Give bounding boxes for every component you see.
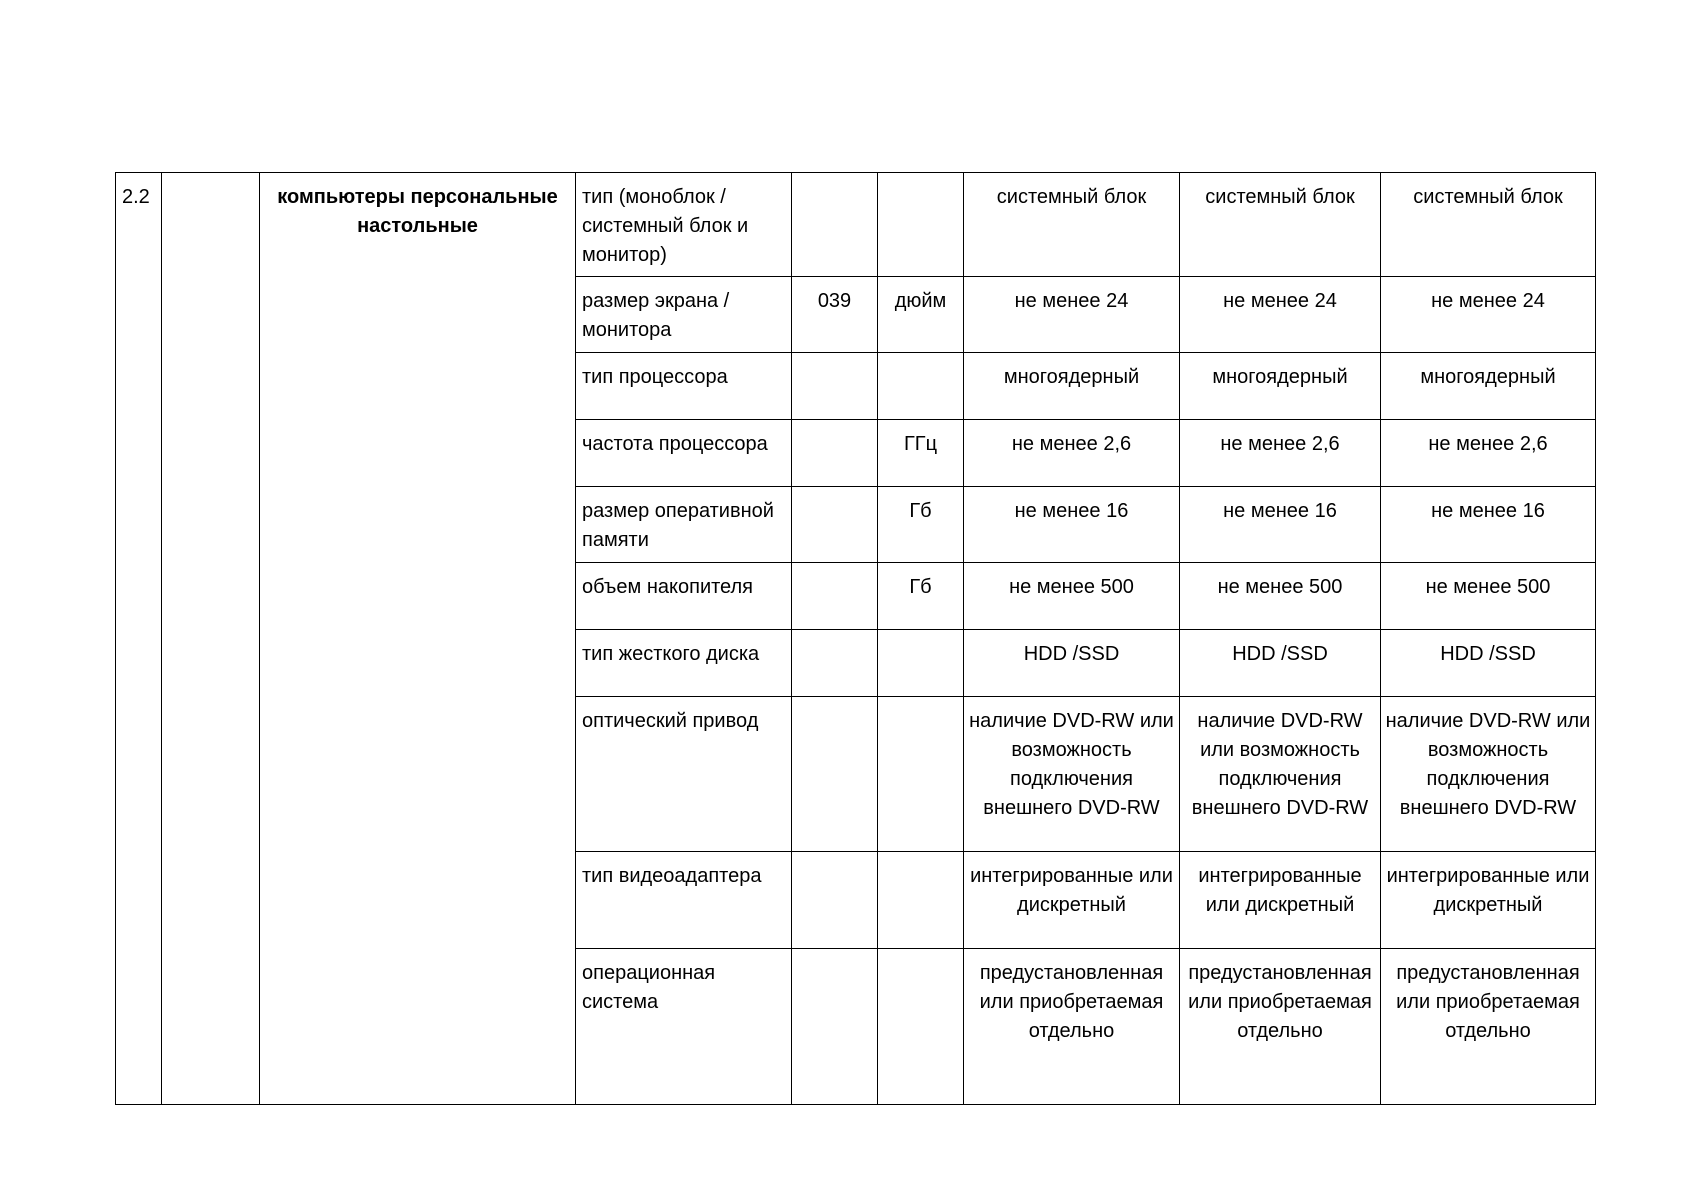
unit-name — [878, 852, 964, 949]
unit-name — [878, 697, 964, 852]
param-name: оптический привод — [576, 697, 792, 852]
specification-table — [115, 172, 1596, 1105]
item-name: компьютеры персональные настольные — [260, 173, 576, 1105]
unit-name — [878, 630, 964, 697]
value-cell-2: интегрированные или дискретный — [1180, 852, 1381, 949]
value-cell-3: системный блок — [1381, 173, 1596, 277]
param-name: тип видеоадаптера — [576, 852, 792, 949]
value-cell-1: не менее 16 — [964, 487, 1180, 563]
param-name: частота процессора — [576, 420, 792, 487]
value-cell-1: предустановленная или приобретаемая отдельно — [964, 949, 1180, 1105]
value-cell-3: не менее 2,6 — [1381, 420, 1596, 487]
value-cell-1: многоядерный — [964, 353, 1180, 420]
value-cell-3: многоядерный — [1381, 353, 1596, 420]
value-cell-1: системный блок — [964, 173, 1180, 277]
okei-code — [792, 420, 878, 487]
param-name: операционная система — [576, 949, 792, 1105]
okei-code — [792, 487, 878, 563]
unit-name: Гб — [878, 563, 964, 630]
value-cell-3: не менее 16 — [1381, 487, 1596, 563]
param-name: размер оперативной памяти — [576, 487, 792, 563]
okei-code — [792, 173, 878, 277]
unit-name: ГГц — [878, 420, 964, 487]
okei-code — [792, 949, 878, 1105]
okei-code — [792, 852, 878, 949]
param-name: тип (моноблок / системный блок и монитор) — [576, 173, 792, 277]
value-cell-1: интегрированные или дискретный — [964, 852, 1180, 949]
value-cell-1: не менее 500 — [964, 563, 1180, 630]
value-cell-3: HDD /SSD — [1381, 630, 1596, 697]
unit-name — [878, 353, 964, 420]
unit-name: дюйм — [878, 277, 964, 353]
param-name: тип процессора — [576, 353, 792, 420]
value-cell-2: системный блок — [1180, 173, 1381, 277]
row-number: 2.2 — [116, 173, 162, 1105]
okei-code: 039 — [792, 277, 878, 353]
value-cell-2: не менее 2,6 — [1180, 420, 1381, 487]
value-cell-3: не менее 500 — [1381, 563, 1596, 630]
value-cell-2: предустановленная или приобретаемая отдельно — [1180, 949, 1381, 1105]
unit-name — [878, 173, 964, 277]
value-cell-2: не менее 500 — [1180, 563, 1381, 630]
value-cell-3: предустановленная или приобретаемая отдельно — [1381, 949, 1596, 1105]
value-cell-1: не менее 24 — [964, 277, 1180, 353]
value-cell-2: не менее 24 — [1180, 277, 1381, 353]
param-name: размер экрана / монитора — [576, 277, 792, 353]
value-cell-3: интегрированные или дискретный — [1381, 852, 1596, 949]
okei-code — [792, 697, 878, 852]
value-cell-1: наличие DVD-RW или возможность подключения внешнего DVD-RW — [964, 697, 1180, 852]
okpd-code-cell — [162, 173, 260, 1105]
value-cell-3: не менее 24 — [1381, 277, 1596, 353]
value-cell-2: многоядерный — [1180, 353, 1381, 420]
value-cell-2: наличие DVD-RW или возможность подключения внешнего DVD-RW — [1180, 697, 1381, 852]
value-cell-3: наличие DVD-RW или возможность подключения внешнего DVD-RW — [1381, 697, 1596, 852]
okei-code — [792, 630, 878, 697]
unit-name: Гб — [878, 487, 964, 563]
param-name: объем накопителя — [576, 563, 792, 630]
value-cell-1: не менее 2,6 — [964, 420, 1180, 487]
value-cell-2: не менее 16 — [1180, 487, 1381, 563]
param-name: тип жесткого диска — [576, 630, 792, 697]
okei-code — [792, 563, 878, 630]
table-row — [116, 173, 1596, 277]
value-cell-1: HDD /SSD — [964, 630, 1180, 697]
unit-name — [878, 949, 964, 1105]
okei-code — [792, 353, 878, 420]
value-cell-2: HDD /SSD — [1180, 630, 1381, 697]
